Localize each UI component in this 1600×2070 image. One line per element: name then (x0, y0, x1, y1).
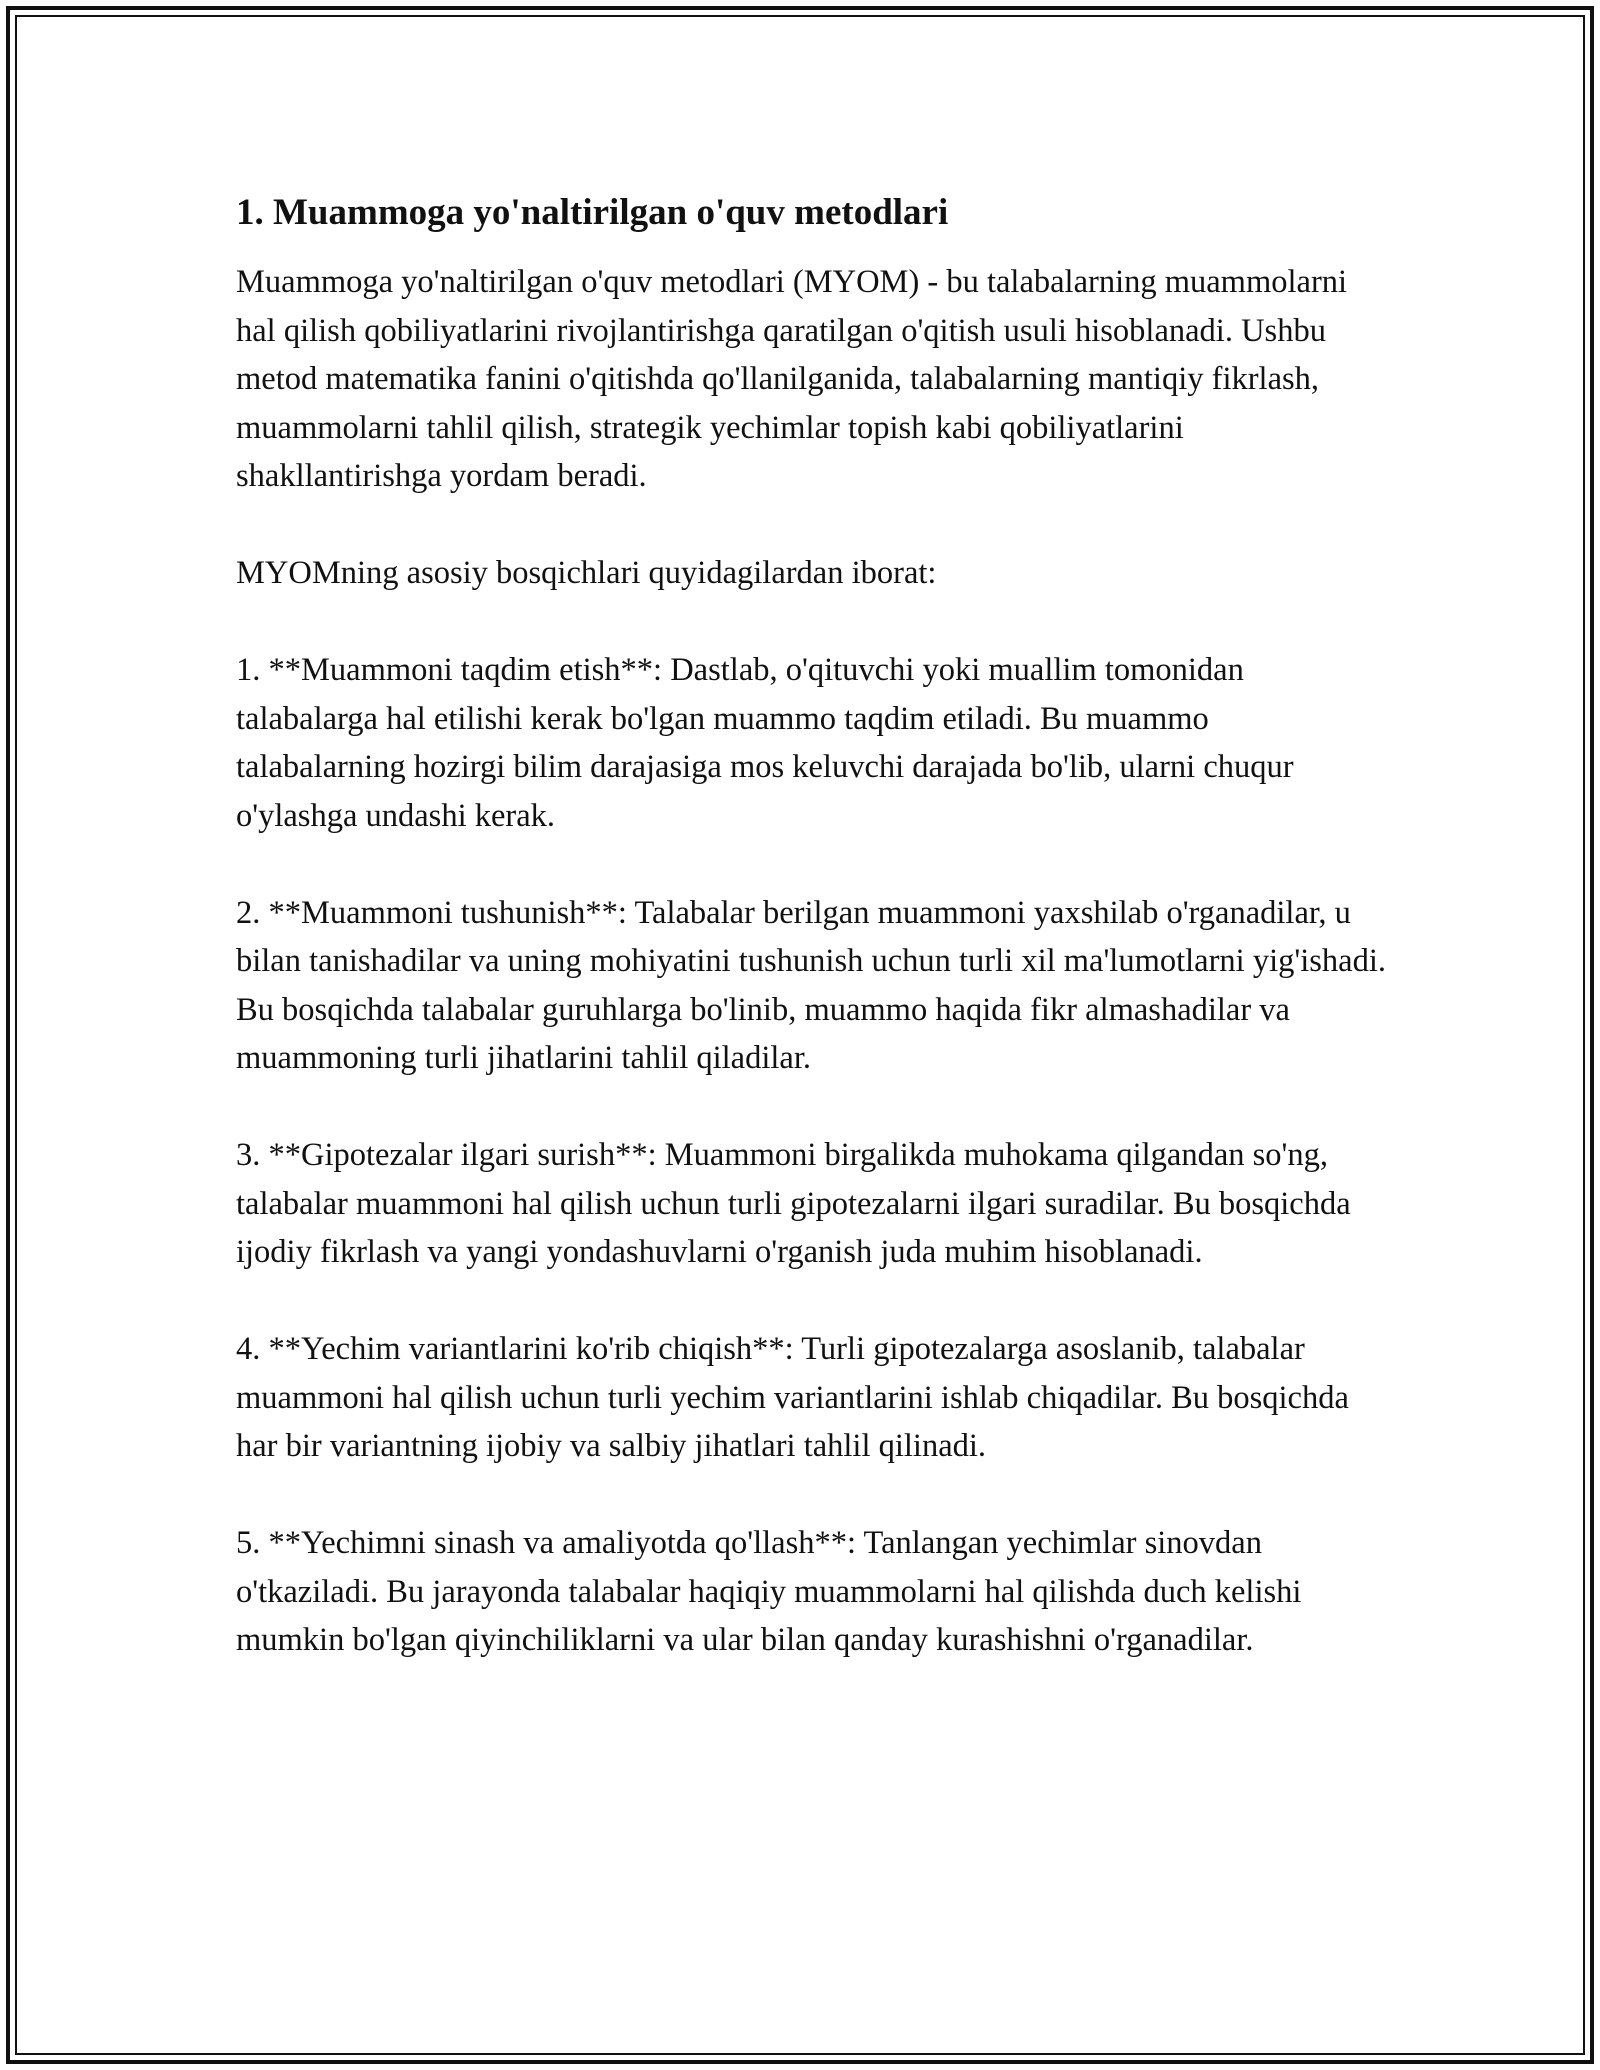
stage-5-paragraph: 5. **Yechimni sinash va amaliyotda qo'llash**: Tanlangan yechimlar sinovdan o'tkaziladi. Bu jarayonda talabalar haqiqiy muammolarni hal qilishda duch kelishi mumkin bo'lgan qiyinchiliklarni va ular bilan qanday kurashishni o'rganadilar. (236, 1525, 1302, 1658)
stage-1-paragraph: 1. **Muammoni taqdim etish**: Dastlab, o'qituvchi yoki muallim tomonidan talabalarga hal etilishi kerak bo'lgan muammo taqdim etiladi. Bu muammo talabalarning hozirgi bilim darajasiga mos keluvchi darajada bo'lib, ularni chuqur o'ylashga undashi kerak. (236, 652, 1294, 834)
document-page (236, 188, 1386, 1713)
stages-intro-paragraph: MYOMning asosiy bosqichlari quyidagilardan iborat: (236, 555, 937, 591)
stage-4-paragraph: 4. **Yechim variantlarini ko'rib chiqish**: Turli gipotezalarga asoslanib, talabalar muammoni hal qilish uchun turli yechim variantlarini ishlab chiqadilar. Bu bosqichda har bir variantning ijobiy va salbiy jihatlari tahlil qilinadi. (236, 1331, 1349, 1464)
document-title: 1. Muammoga yo'naltirilgan o'quv metodlari (236, 192, 949, 233)
stage-2-paragraph: 2. **Muammoni tushunish**: Talabalar berilgan muammoni yaxshilab o'rganadilar, u bilan tanishadilar va uning mohiyatini tushunish uchun turli xil ma'lumotlarni yig'ishadi. Bu bosqichda talabalar guruhlarga bo'linib, muammo haqida fikr almashadilar va muammoning turli jihatlarini tahlil qiladilar. (236, 894, 1386, 1076)
intro-paragraph: Muammoga yo'naltirilgan o'quv metodlari (MYOM) - bu talabalarning muammolarni hal qilish qobiliyatlarini rivojlantirishga qaratilgan o'qitish usuli hisoblanadi. Ushbu metod matematika fanini o'qitishda qo'llanilganida, talabalarning mantiqiy fikrlash, muammolarni tahlil qilish, strategik yechimlar topish kabi qobiliyatlarini shakllantirishga yordam beradi. (236, 264, 1348, 494)
stage-3-paragraph: 3. **Gipotezalar ilgari surish**: Muammoni birgalikda muhokama qilgandan so'ng, talabalar muammoni hal qilish uchun turli gipotezalarni ilgari suradilar. Bu bosqichda ijodiy fikrlash va yangi yondashuvlarni o'rganish juda muhim hisoblanadi. (236, 1137, 1351, 1270)
